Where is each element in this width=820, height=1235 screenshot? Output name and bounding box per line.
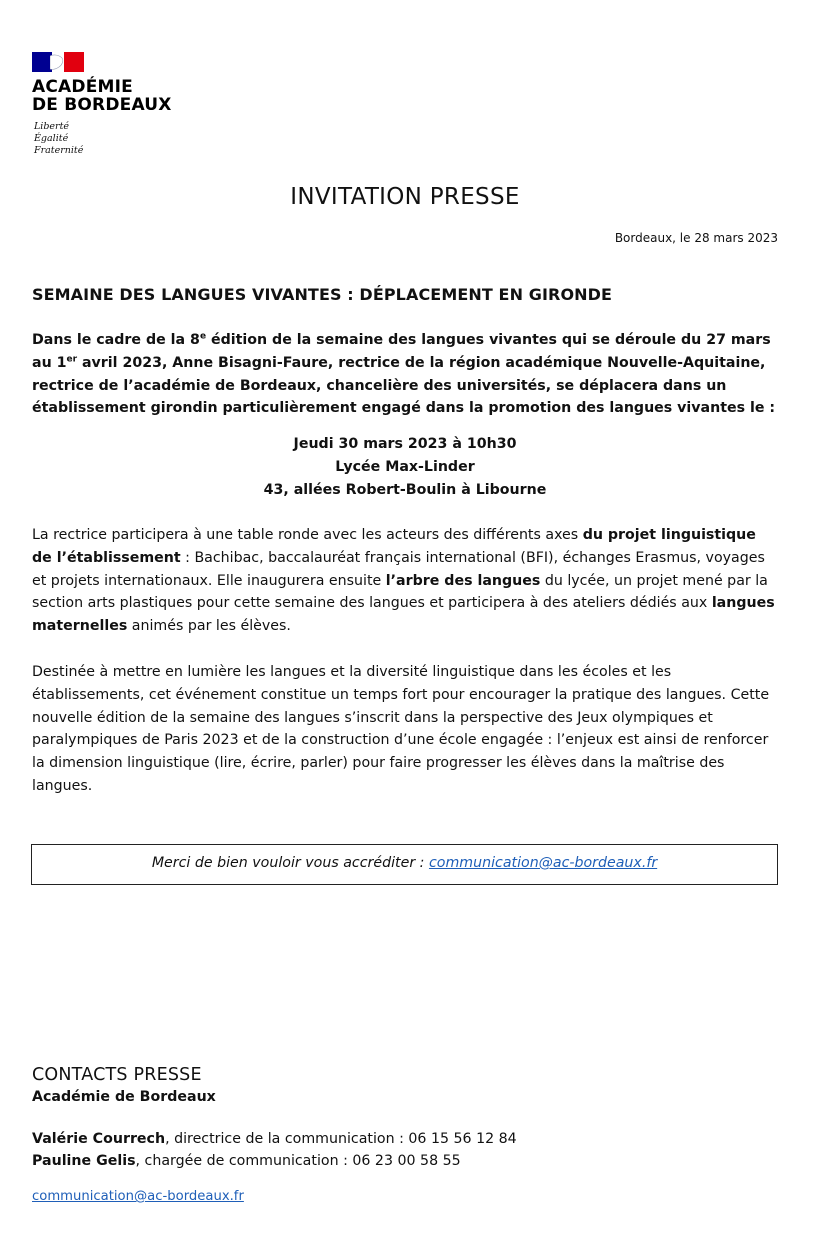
contact-name: Valérie Courrech — [32, 1131, 166, 1147]
intro-paragraph — [32, 329, 778, 420]
contact-person-2 — [32, 1153, 461, 1169]
accreditation-label: Merci de bien vouloir vous accréditer : — [151, 855, 429, 871]
event-date: Jeudi 30 mars 2023 à 10h30 — [293, 436, 517, 452]
para1-bold-3: langues maternelles — [32, 595, 775, 635]
date-line: Bordeaux, le 28 mars 2023 — [614, 231, 778, 245]
contacts-email-link[interactable]: communication@ac-bordeaux.fr — [32, 1189, 244, 1204]
para1-text-3: du lycée, un projet mené par la section arts plastiques pour cette semaine des langues et participera à des ateliers dédiés aux — [32, 572, 768, 612]
document-title: INVITATION PRESSE — [290, 184, 520, 210]
accreditation-box — [31, 844, 778, 885]
event-details — [32, 433, 778, 501]
event-place: Lycée Max-Linder — [335, 458, 475, 475]
para1-text-1: La rectrice participera à une table ronde avec les acteurs des différents axes — [32, 527, 583, 543]
contacts-title: CONTACTS PRESSE — [32, 1065, 202, 1085]
republic-motto — [34, 121, 83, 157]
contact-name: Pauline Gelis — [32, 1153, 136, 1169]
motto-egalite: Égalité — [34, 133, 69, 144]
intro-sup-2: er — [66, 354, 78, 365]
motto-liberte: Liberté — [34, 121, 70, 132]
contact-person-1 — [32, 1131, 517, 1147]
org-name-line1: ACADÉMIE — [32, 77, 133, 97]
contacts-org: Académie de Bordeaux — [32, 1089, 216, 1105]
body-paragraph-2: Destinée à mettre en lumière les langues et la diversité linguistique dans les écoles et les établissements, cet événement constitue un temps fort pour encourager la pratique des langues. Cette nouvelle édition de la semaine des langues s’inscrit dans la perspective des Jeux olympiques et paralympiques de Paris 2023 et de la construction d’une école engagée : l’enjeux est ainsi de renforcer la dimension linguistique (lire, écrire, parler) pour faire progresser les élèves dans la maîtrise des langues. — [32, 664, 770, 794]
para1-bold-1: du projet linguistique de l’établissement — [32, 527, 756, 566]
body-paragraph-1 — [32, 524, 778, 638]
para1-text-4: animés par les élèves. — [127, 618, 291, 635]
intro-text-3: avril 2023, Anne Bisagni-Faure, rectrice de la région académique Nouvelle-Aquitaine, rectrice de l’académie de Bordeaux, chancelière des universités, se déplacera dans un établissement girondin particulièrement engagé dans la promotion des langues vivantes le : — [32, 354, 776, 417]
motto-fraternite: Fraternité — [34, 145, 84, 156]
org-name — [32, 78, 172, 114]
intro-sup-1: e — [199, 331, 207, 342]
contacts-email-wrapper — [32, 1189, 244, 1204]
org-name-line2: DE BORDEAUX — [32, 95, 172, 115]
event-address: 43, allées Robert-Boulin à Libourne — [263, 481, 547, 498]
intro-text-1: Dans le cadre de la 8 — [32, 332, 200, 348]
para1-text-2: : Bachibac, baccalauréat français international (BFI), échanges Erasmus, voyages et projets internationaux. Elle inaugurera ensuite — [32, 549, 765, 589]
marianne-flag-icon — [32, 52, 84, 72]
headline: SEMAINE DES LANGUES VIVANTES : DÉPLACEMENT EN GIRONDE — [32, 285, 613, 304]
accreditation-email-link[interactable]: communication@ac-bordeaux.fr — [428, 855, 658, 871]
intro-text-2: édition de la semaine des langues vivantes qui se déroule du 27 mars au 1 — [32, 332, 771, 371]
contact-role: , chargée de communication : 06 23 00 58 55 — [135, 1153, 461, 1169]
contact-role: , directrice de la communication : 06 15 56 12 84 — [165, 1131, 517, 1147]
accreditation-text — [32, 855, 777, 871]
para1-bold-2: l’arbre des langues — [385, 572, 541, 589]
